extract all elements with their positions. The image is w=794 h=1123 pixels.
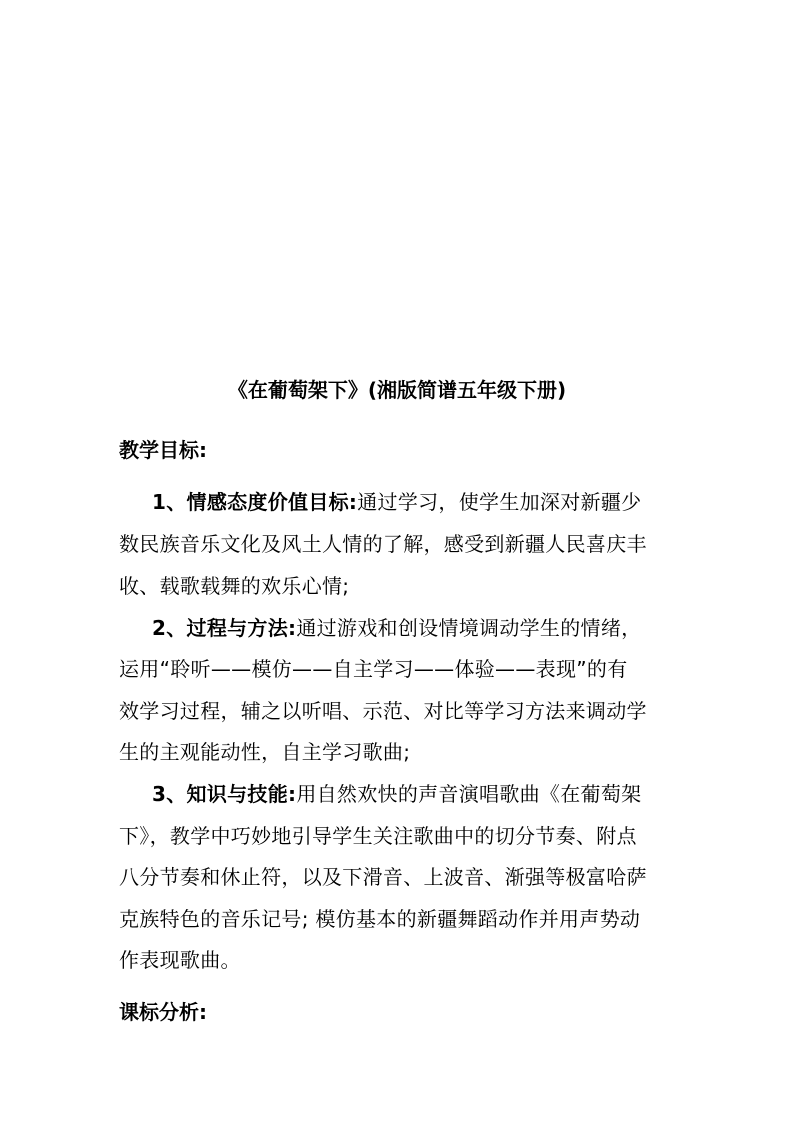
goal-2-line-4: 生的主观能动性，自主学习歌曲; bbox=[119, 740, 411, 764]
goal-1-label: 1、情感态度价值目标: bbox=[152, 490, 358, 514]
goal-2-first-line bbox=[152, 614, 641, 642]
goal-2-label: 2、过程与方法: bbox=[152, 616, 297, 640]
goal-1-text: 通过学习，使学生加深对新疆少 bbox=[357, 490, 642, 514]
goal-1-first-line bbox=[152, 488, 641, 516]
section-heading-teaching-goals: 教学目标: bbox=[119, 438, 207, 462]
goal-1-line-2: 数民族音乐文化及风土人情的了解，感受到新疆人民喜庆丰 bbox=[119, 532, 647, 556]
goal-2-line-3: 效学习过程，辅之以听唱、示范、对比等学习方法来调动学 bbox=[119, 699, 647, 723]
goal-3-line-4: 克族特色的音乐记号; 模仿基本的新疆舞蹈动作并用声势动 bbox=[119, 907, 641, 931]
goal-3-text: 用自然欢快的声音演唱歌曲《在葡萄架 bbox=[296, 782, 642, 806]
document-title: 《在葡萄架下》(湘版简谱五年级下册) bbox=[227, 378, 567, 402]
goal-3-line-5: 作表现歌曲。 bbox=[119, 948, 241, 972]
section-heading-curriculum-analysis: 课标分析: bbox=[119, 1000, 207, 1024]
goal-3-label: 3、知识与技能: bbox=[152, 782, 297, 806]
goal-3-first-line bbox=[152, 780, 641, 808]
goal-3-line-3: 八分节奏和休止符，以及下滑音、上波音、渐强等极富哈萨 bbox=[119, 865, 647, 889]
goal-2-text: 通过游戏和创设情境调动学生的情绪， bbox=[296, 616, 642, 640]
goal-1-line-3: 收、载歌载舞的欢乐心情; bbox=[119, 574, 350, 598]
goal-2-line-2: 运用“聆听——模仿——自主学习——体验——表现”的有 bbox=[119, 657, 628, 681]
goal-3-line-2: 下》，教学中巧妙地引导学生关注歌曲中的切分节奏、附点 bbox=[119, 824, 637, 848]
